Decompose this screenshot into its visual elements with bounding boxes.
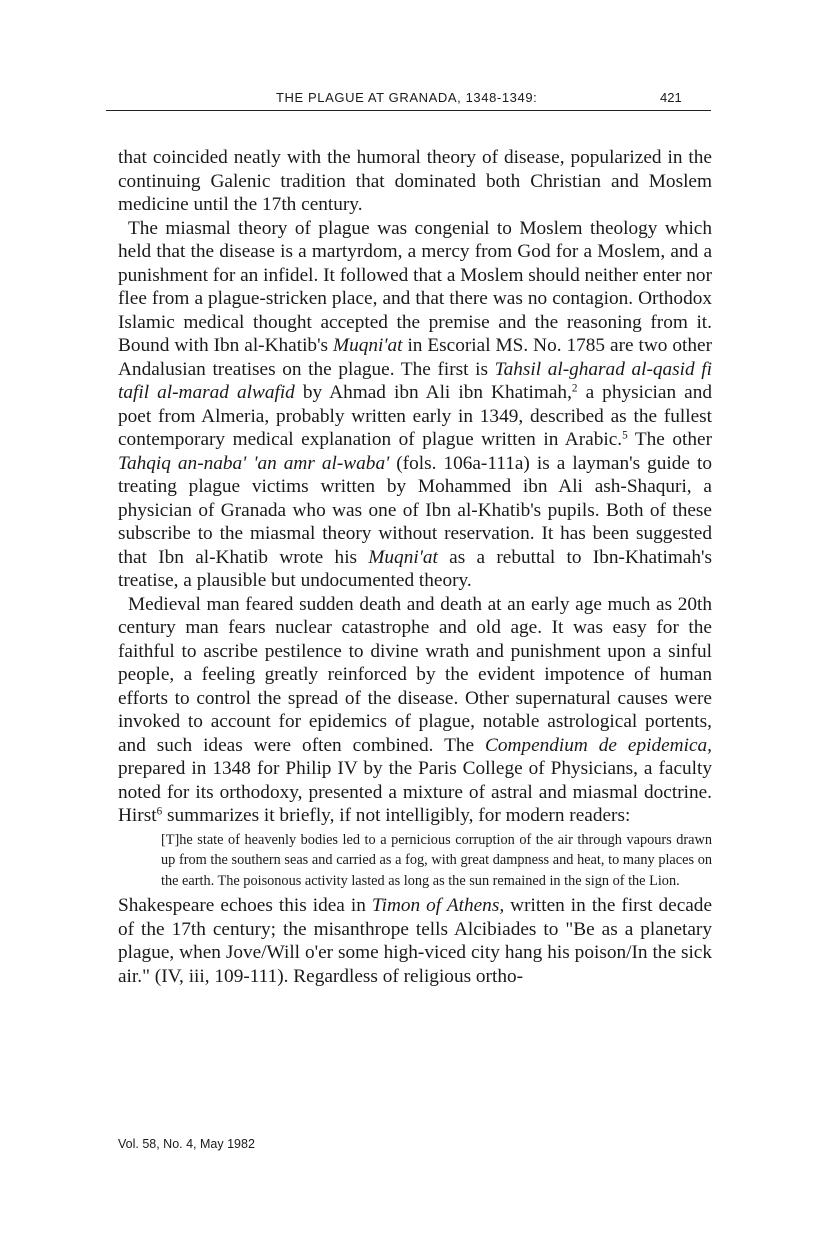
paragraph-2-text: (fols. 106a-111a) is a layman's guide to treating plague victims written by Mohammed ibn Ali ash-Shaquri, a physician of Granada who was one of Ibn al-Khatib's pupils. Both of these subscribe to the miasmal theory without reservation. It has been suggested that Ibn al-Khatib wrote his — [118, 452, 712, 568]
paragraph-3-text: summarizes it briefly, if not intelligibly, for modern readers: — [162, 805, 631, 826]
paragraph-2-text: a physician and poet from Almeria, probably written early in 1349, described as the fullest contemporary medical explanation of plague written in Arabic. — [118, 382, 712, 450]
paragraph-2-text: as a rebuttal to Ibn-Khatimah's treatise, a plausible but undocumented theory. — [118, 546, 712, 591]
running-header — [106, 88, 711, 111]
title-italic: Compendium de epidemica, — [485, 734, 712, 756]
footnote-marker: 6 — [156, 805, 163, 818]
paragraph-4-text: Shakespeare echoes this idea in — [118, 895, 372, 916]
paragraph-2-text: The other — [627, 429, 713, 450]
paragraph-3-text: Medieval man feared sudden death and death at an early age much as 20th century man fears nuclear catastrophe and old age. It was easy for the faithful to ascribe pestilence to divine wrath and punishment upon a sinful people, a feeling greatly reinforced by the evident impotence of human efforts to control the spread of the disease. Other supernatural causes were invoked to account for epidemics of plague, notable astrological portents, and such ideas were often combined. The — [118, 593, 712, 756]
running-title: THE PLAGUE AT GRANADA, 1348-1349: — [276, 90, 538, 105]
paragraph-3 — [118, 593, 712, 828]
paragraph-4 — [118, 894, 712, 988]
footnote-marker: 5 — [622, 429, 628, 442]
paragraph-2 — [118, 217, 712, 593]
paragraph-4-text: written in the first decade of the 17th century; the misanthrope tells Alcibiades to "Be as a planetary plague, when Jove/Will o'er some high-viced city hang his poison/In the sick air." (IV, iii, 109-111). Regardless of religious ortho- — [118, 895, 713, 987]
footer-citation: Vol. 58, No. 4, May 1982 — [118, 1137, 255, 1151]
title-italic: Tahsil al-gharad al-qasid fi tafil al-marad alwafid — [118, 358, 713, 403]
title-italic: Tahqiq an-naba' 'an amr al-waba' — [118, 452, 390, 474]
paragraph-2-text: in Escorial MS. No. 1785 are two other Andalusian treatises on the plague. The first is — [118, 335, 712, 380]
title-italic: Muqni'at — [333, 335, 403, 356]
title-italic: Timon of Athens, — [371, 895, 505, 916]
paragraph-2-text: by Ahmad ibn Ali ibn Khatimah, — [294, 382, 572, 403]
page-number: 421 — [660, 90, 682, 105]
body-text — [118, 146, 712, 988]
footnote-marker: 2 — [571, 382, 578, 395]
paragraph-1-text: that coincided neatly with the humoral theory of disease, popularized in the continuing Galenic tradition that dominated both Christian and Moslem medicine until the 17th century. — [118, 147, 712, 215]
title-italic: Muqni'at — [368, 546, 438, 568]
paragraph-3-text: prepared in 1348 for Philip IV by the Paris College of Physicians, a faculty noted for its orthodoxy, presented a mixture of astral and miasmal doctrine. Hirst — [118, 758, 712, 826]
paragraph-2-text: The miasmal theory of plague was congenial to Moslem theology which held that the disease is a martyrdom, a mercy from God for a Moslem, and a punishment for an infidel. It followed that a Moslem should neither enter nor flee from a plague-stricken place, and that there was no contagion. Orthodox Islamic medical thought accepted the premise and the reasoning from it. Bound with Ibn al-Khatib's — [118, 217, 712, 356]
paragraph-1 — [118, 146, 712, 217]
block-quote: [T]he state of heavenly bodies led to a pernicious corruption of the air through vapours drawn up from the southern seas and carried as a fog, with great dampness and heat, to many places on the earth. The poisonous activity lasted as long as the sun remained in the sign of the Lion. — [161, 831, 712, 889]
